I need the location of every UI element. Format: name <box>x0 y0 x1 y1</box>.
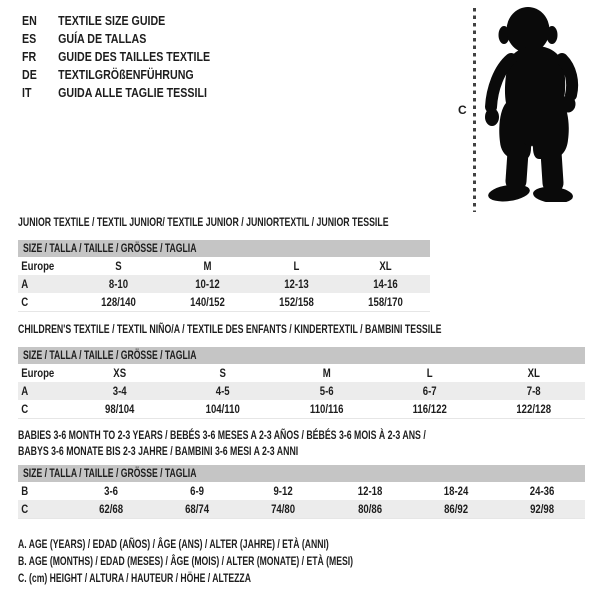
toddler-silhouette-icon <box>483 6 579 202</box>
babies-section-title <box>18 427 426 459</box>
size-header-bar <box>18 465 585 482</box>
row-label: B <box>21 484 29 498</box>
babies-title-line-1: BABIES 3-6 MONTH TO 2-3 YEARS / BEBÉS 3-6 MESES A 2-3 AÑOS / BÉBÉS 3-6 MOIS À 2-3 ANS / <box>18 428 426 442</box>
language-code: DE <box>22 66 37 82</box>
height-cell: 74/80 <box>271 502 296 516</box>
age-cell: 12-18 <box>357 484 382 498</box>
height-cell: 86/92 <box>443 502 468 516</box>
height-cell: 98/104 <box>105 402 135 416</box>
legend-line-b: B. AGE (MONTHS) / EDAD (MESES) / ÂGE (MOIS) / ALTER (MONATE) / ETÀ (MESI) <box>18 554 354 568</box>
table-row <box>18 257 430 275</box>
size-cell: S <box>219 366 227 380</box>
language-code: ES <box>22 30 37 46</box>
age-cell: 3-6 <box>104 484 119 498</box>
height-measure-dotted-line <box>473 8 476 212</box>
babies-size-table <box>18 465 585 519</box>
size-cell: L <box>426 366 433 380</box>
table-row <box>18 364 585 382</box>
age-cell: 6-7 <box>422 384 437 398</box>
height-cell: 110/116 <box>309 402 344 416</box>
table-row <box>18 293 430 311</box>
language-title: GUIDA ALLE TAGLIE TESSILI <box>58 84 207 100</box>
junior-section-title: JUNIOR TEXTILE / TEXTIL JUNIOR/ TEXTILE JUNIOR / JUNIORTEXTIL / JUNIOR TESSILE <box>18 215 389 229</box>
children-size-table <box>18 347 585 419</box>
language-row-fr <box>22 47 210 65</box>
age-cell: 14-16 <box>373 277 398 291</box>
age-cell: 4-5 <box>216 384 231 398</box>
age-cell: 5-6 <box>319 384 334 398</box>
size-header-bar <box>18 240 430 257</box>
table-row <box>18 382 585 400</box>
height-measure-label: C <box>458 103 467 117</box>
language-row-it <box>22 83 210 101</box>
age-cell: 9-12 <box>273 484 294 498</box>
size-cell: S <box>115 259 122 273</box>
size-header-label: SIZE / TALLA / TAILLE / GRÖSSE / TAGLIA <box>23 466 197 480</box>
age-cell: 10-12 <box>195 277 220 291</box>
size-header-label: SIZE / TALLA / TAILLE / GRÖSSE / TAGLIA <box>23 348 197 362</box>
language-row-de <box>22 65 210 83</box>
row-label: Europe <box>21 259 55 273</box>
size-cell: M <box>322 366 331 380</box>
height-cell: 152/158 <box>279 295 314 309</box>
size-header-label: SIZE / TALLA / TAILLE / GRÖSSE / TAGLIA <box>23 241 197 255</box>
height-cell: 116/122 <box>412 402 448 416</box>
language-row-en <box>22 11 210 29</box>
age-cell: 12-13 <box>284 277 309 291</box>
babies-title-line-2: BABYS 3-6 MONATE BIS 2-3 JAHRE / BAMBINI 3-6 MESI A 2-3 ANNI <box>18 444 299 458</box>
size-cell: XS <box>113 366 127 380</box>
height-cell: 128/140 <box>101 295 136 309</box>
language-title: TEXTILGRÖßENFÜHRUNG <box>58 66 194 82</box>
age-cell: 18-24 <box>443 484 469 498</box>
legend-line-a: A. AGE (YEARS) / EDAD (AÑOS) / ÂGE (ANS) / ALTER (JAHRE) / ETÀ (ANNI) <box>18 537 329 551</box>
table-row <box>18 400 585 418</box>
measurement-legend <box>18 537 483 588</box>
language-title: GUÍA DE TALLAS <box>58 30 147 46</box>
legend-line-c: C. (cm) HEIGHT / ALTURA / HAUTEUR / HÖHE / ALTEZZA <box>18 571 251 585</box>
size-header-bar <box>18 347 585 364</box>
table-row <box>18 482 585 500</box>
row-label: C <box>21 502 29 516</box>
age-cell: 7-8 <box>526 384 541 398</box>
age-cell: 24-36 <box>529 484 555 498</box>
children-section-title: CHILDREN'S TEXTILE / TEXTIL NIÑO/A / TEXTILE DES ENFANTS / KINDERTEXTIL / BAMBINI TESSILE <box>18 322 442 336</box>
table-row <box>18 500 585 518</box>
height-cell: 80/86 <box>357 502 382 516</box>
size-cell: M <box>203 259 212 273</box>
height-cell: 122/128 <box>515 402 551 416</box>
row-label: C <box>21 402 29 416</box>
age-cell: 6-9 <box>190 484 205 498</box>
table-row <box>18 275 430 293</box>
size-cell: XL <box>527 366 540 380</box>
height-cell: 62/68 <box>99 502 124 516</box>
size-cell: XL <box>379 259 392 273</box>
height-cell: 92/98 <box>529 502 554 516</box>
height-cell: 104/110 <box>206 402 241 416</box>
row-label: A <box>21 277 29 291</box>
height-cell: 140/152 <box>190 295 225 309</box>
size-cell: L <box>293 259 300 273</box>
language-row-es <box>22 29 210 47</box>
row-label: C <box>21 295 29 309</box>
language-code: EN <box>22 12 37 28</box>
age-cell: 8-10 <box>108 277 129 291</box>
row-label: A <box>21 384 29 398</box>
age-cell: 3-4 <box>112 384 127 398</box>
height-cell: 158/170 <box>368 295 403 309</box>
junior-size-table <box>18 240 430 312</box>
language-code: FR <box>22 48 37 64</box>
row-label: Europe <box>21 366 55 380</box>
language-title: TEXTILE SIZE GUIDE <box>58 12 166 28</box>
language-list <box>22 11 251 101</box>
language-code: IT <box>22 84 32 100</box>
height-cell: 68/74 <box>185 502 210 516</box>
language-title: GUIDE DES TAILLES TEXTILE <box>58 48 211 64</box>
